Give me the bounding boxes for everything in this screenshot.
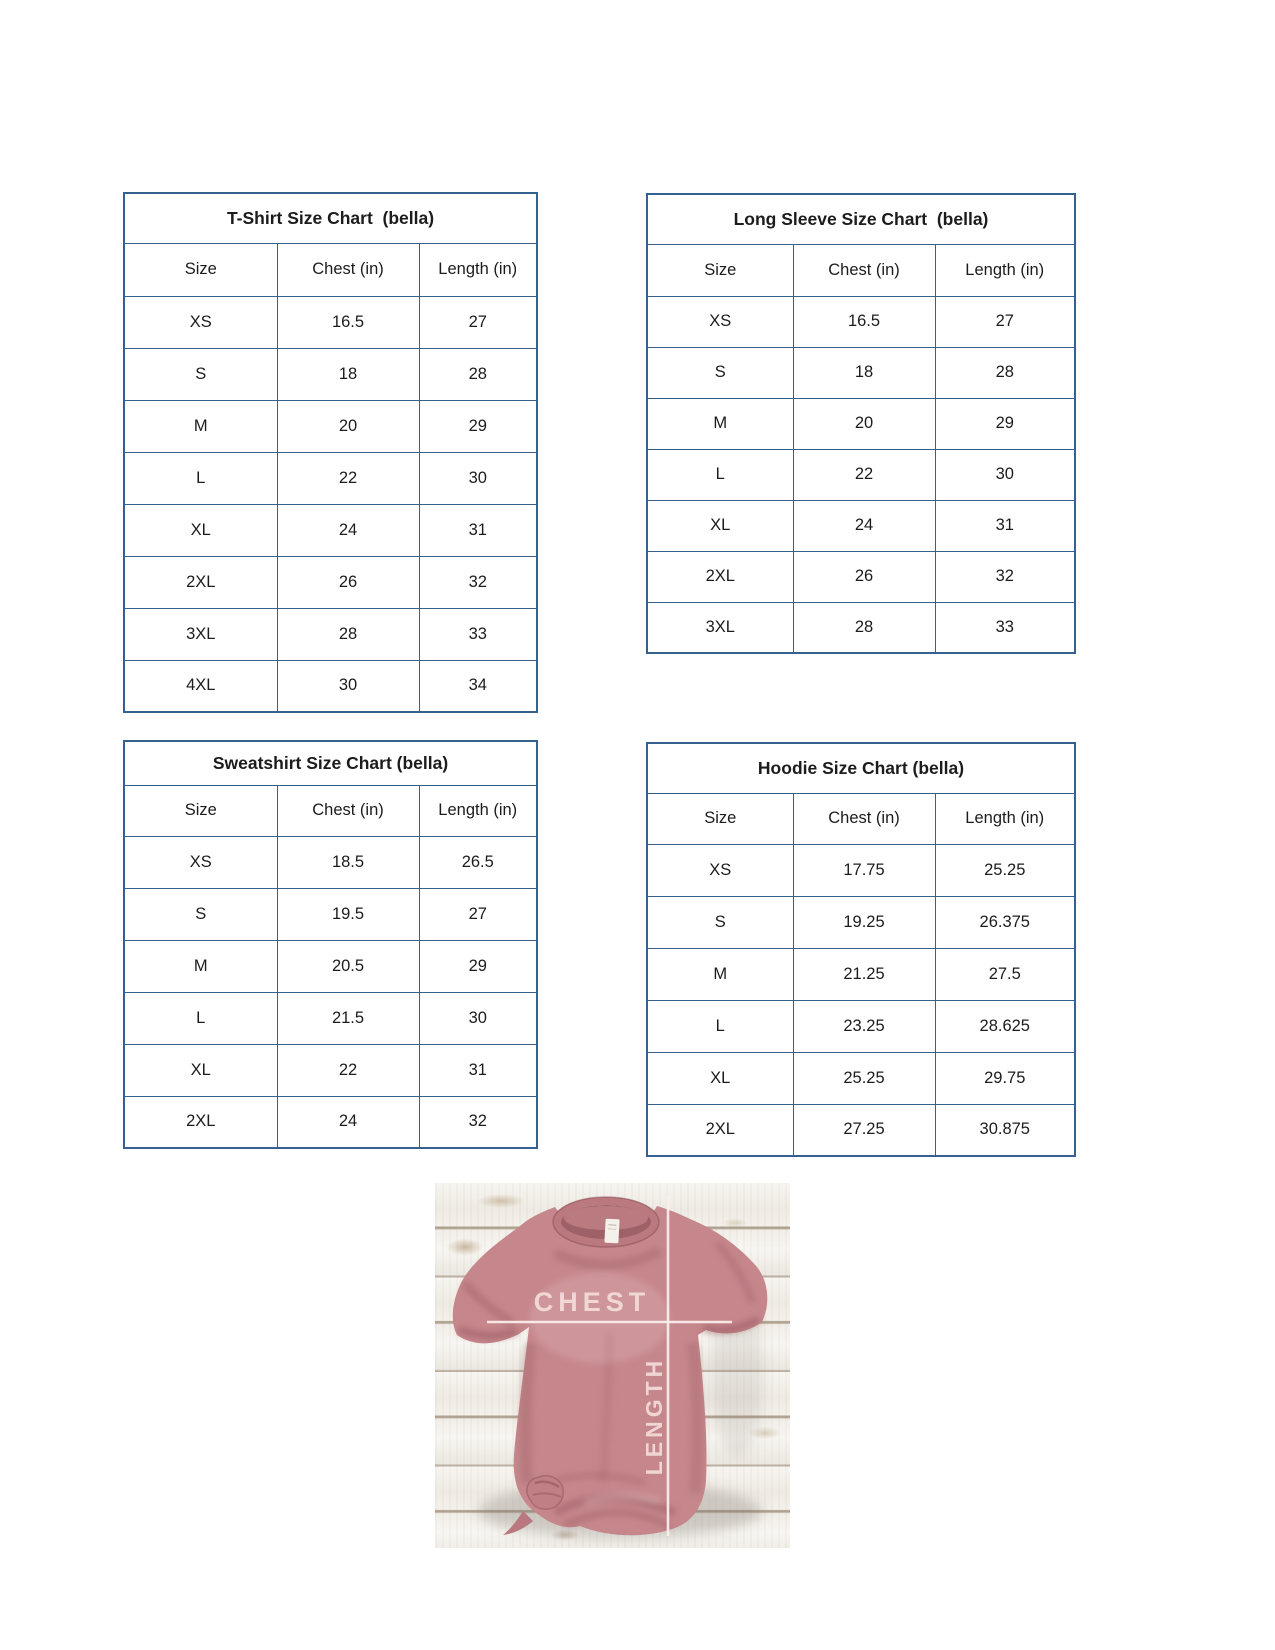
table-cell: 27 <box>419 888 537 940</box>
column-header: Chest (in) <box>277 785 419 836</box>
table-cell: 27 <box>419 296 537 348</box>
table-row <box>647 896 1075 948</box>
table-row <box>124 556 537 608</box>
table-title-row <box>124 741 537 785</box>
table-row <box>124 992 537 1044</box>
table-cell: 31 <box>935 500 1075 551</box>
table-cell: 22 <box>277 452 419 504</box>
shirt-measurement-photo <box>435 1183 790 1548</box>
table-row <box>647 398 1075 449</box>
column-header: Size <box>124 243 277 296</box>
table-cell: M <box>124 400 277 452</box>
table-cell: XL <box>124 1044 277 1096</box>
table-cell: XS <box>647 844 793 896</box>
table-row <box>124 660 537 712</box>
table-cell: 30 <box>935 449 1075 500</box>
table-cell: 16.5 <box>793 296 935 347</box>
table-cell: 25.25 <box>935 844 1075 896</box>
table-row <box>647 296 1075 347</box>
table-cell: 3XL <box>124 608 277 660</box>
column-header: Size <box>647 793 793 844</box>
brand-tag <box>604 1219 619 1244</box>
table-cell: 26.5 <box>419 836 537 888</box>
tshirt-table-title: T-Shirt Size Chart (bella) <box>124 193 537 243</box>
sweatshirt-size-table <box>123 740 538 1149</box>
longsleeve-table-title: Long Sleeve Size Chart (bella) <box>647 194 1075 244</box>
longsleeve-size-table <box>646 193 1076 654</box>
table-row <box>647 844 1075 896</box>
table-cell: 27.5 <box>935 948 1075 1000</box>
table-row <box>647 1052 1075 1104</box>
table-cell: 27 <box>935 296 1075 347</box>
column-header: Length (in) <box>935 793 1075 844</box>
table-row <box>124 400 537 452</box>
table-cell: 28 <box>419 348 537 400</box>
table-cell: 24 <box>277 1096 419 1148</box>
table-cell: 30 <box>419 992 537 1044</box>
table-cell: 22 <box>793 449 935 500</box>
hoodie-table <box>646 742 1076 1157</box>
table-cell: S <box>124 888 277 940</box>
table-cell: 31 <box>419 504 537 556</box>
column-header: Size <box>647 244 793 296</box>
table-row <box>124 296 537 348</box>
tshirt-table <box>123 192 538 713</box>
table-cell: 29.75 <box>935 1052 1075 1104</box>
table-row <box>647 1000 1075 1052</box>
table-cell: 25.25 <box>793 1052 935 1104</box>
table-title-row <box>124 193 537 243</box>
table-cell: 28 <box>793 602 935 653</box>
table-row <box>124 504 537 556</box>
table-cell: M <box>124 940 277 992</box>
table-cell: XS <box>124 296 277 348</box>
table-cell: XS <box>124 836 277 888</box>
table-header-row <box>647 793 1075 844</box>
table-cell: 24 <box>277 504 419 556</box>
table-cell: 23.25 <box>793 1000 935 1052</box>
table-cell: 2XL <box>124 1096 277 1148</box>
table-cell: L <box>647 449 793 500</box>
table-cell: XL <box>124 504 277 556</box>
table-cell: XL <box>647 500 793 551</box>
table-cell: M <box>647 948 793 1000</box>
table-cell: 34 <box>419 660 537 712</box>
longsleeve-table <box>646 193 1076 654</box>
table-cell: 26 <box>793 551 935 602</box>
table-row <box>124 940 537 992</box>
table-cell: 19.5 <box>277 888 419 940</box>
table-row <box>124 608 537 660</box>
table-cell: 21.5 <box>277 992 419 1044</box>
table-row <box>124 1096 537 1148</box>
chest-label: CHEST <box>533 1287 651 1317</box>
table-cell: 28 <box>935 347 1075 398</box>
table-cell: 22 <box>277 1044 419 1096</box>
table-cell: S <box>647 347 793 398</box>
table-row <box>124 888 537 940</box>
table-row <box>647 449 1075 500</box>
table-cell: 28.625 <box>935 1000 1075 1052</box>
table-row <box>647 602 1075 653</box>
table-cell: 33 <box>935 602 1075 653</box>
table-cell: 30 <box>277 660 419 712</box>
table-cell: 33 <box>419 608 537 660</box>
hoodie-size-table <box>646 742 1076 1157</box>
table-cell: 24 <box>793 500 935 551</box>
shirt-photo-svg <box>435 1183 790 1548</box>
table-row <box>647 1104 1075 1156</box>
table-header-row <box>124 785 537 836</box>
table-cell: 27.25 <box>793 1104 935 1156</box>
table-cell: 2XL <box>647 1104 793 1156</box>
table-cell: 30.875 <box>935 1104 1075 1156</box>
column-header: Size <box>124 785 277 836</box>
table-cell: 20 <box>793 398 935 449</box>
table-cell: 26 <box>277 556 419 608</box>
table-cell: 29 <box>419 400 537 452</box>
table-cell: L <box>647 1000 793 1052</box>
table-cell: 32 <box>419 1096 537 1148</box>
table-cell: S <box>647 896 793 948</box>
table-cell: L <box>124 452 277 504</box>
table-cell: 30 <box>419 452 537 504</box>
table-cell: XL <box>647 1052 793 1104</box>
table-cell: 16.5 <box>277 296 419 348</box>
table-row <box>647 347 1075 398</box>
table-row <box>124 836 537 888</box>
column-header: Length (in) <box>419 243 537 296</box>
table-cell: 17.75 <box>793 844 935 896</box>
table-cell: 2XL <box>647 551 793 602</box>
length-label: LENGTH <box>641 1356 667 1476</box>
table-row <box>647 948 1075 1000</box>
table-cell: 2XL <box>124 556 277 608</box>
table-title-row <box>647 743 1075 793</box>
table-cell: 20 <box>277 400 419 452</box>
table-cell: 32 <box>419 556 537 608</box>
table-header-row <box>647 244 1075 296</box>
table-cell: 3XL <box>647 602 793 653</box>
table-row <box>647 500 1075 551</box>
table-cell: 20.5 <box>277 940 419 992</box>
table-cell: 18.5 <box>277 836 419 888</box>
table-cell: 32 <box>935 551 1075 602</box>
table-row <box>124 348 537 400</box>
table-cell: L <box>124 992 277 1044</box>
table-cell: 28 <box>277 608 419 660</box>
table-cell: S <box>124 348 277 400</box>
table-title-row <box>647 194 1075 244</box>
column-header: Chest (in) <box>793 793 935 844</box>
table-row <box>124 1044 537 1096</box>
column-header: Length (in) <box>935 244 1075 296</box>
table-cell: 26.375 <box>935 896 1075 948</box>
tshirt-size-table <box>123 192 538 713</box>
table-header-row <box>124 243 537 296</box>
sweatshirt-table-title: Sweatshirt Size Chart (bella) <box>124 741 537 785</box>
table-cell: 31 <box>419 1044 537 1096</box>
table-cell: M <box>647 398 793 449</box>
table-cell: 21.25 <box>793 948 935 1000</box>
table-cell: 18 <box>793 347 935 398</box>
table-row <box>647 551 1075 602</box>
column-header: Chest (in) <box>277 243 419 296</box>
hoodie-table-title: Hoodie Size Chart (bella) <box>647 743 1075 793</box>
column-header: Chest (in) <box>793 244 935 296</box>
sweatshirt-table <box>123 740 538 1149</box>
table-row <box>124 452 537 504</box>
table-cell: 19.25 <box>793 896 935 948</box>
table-cell: 29 <box>419 940 537 992</box>
table-cell: 29 <box>935 398 1075 449</box>
table-cell: XS <box>647 296 793 347</box>
table-cell: 18 <box>277 348 419 400</box>
column-header: Length (in) <box>419 785 537 836</box>
table-cell: 4XL <box>124 660 277 712</box>
